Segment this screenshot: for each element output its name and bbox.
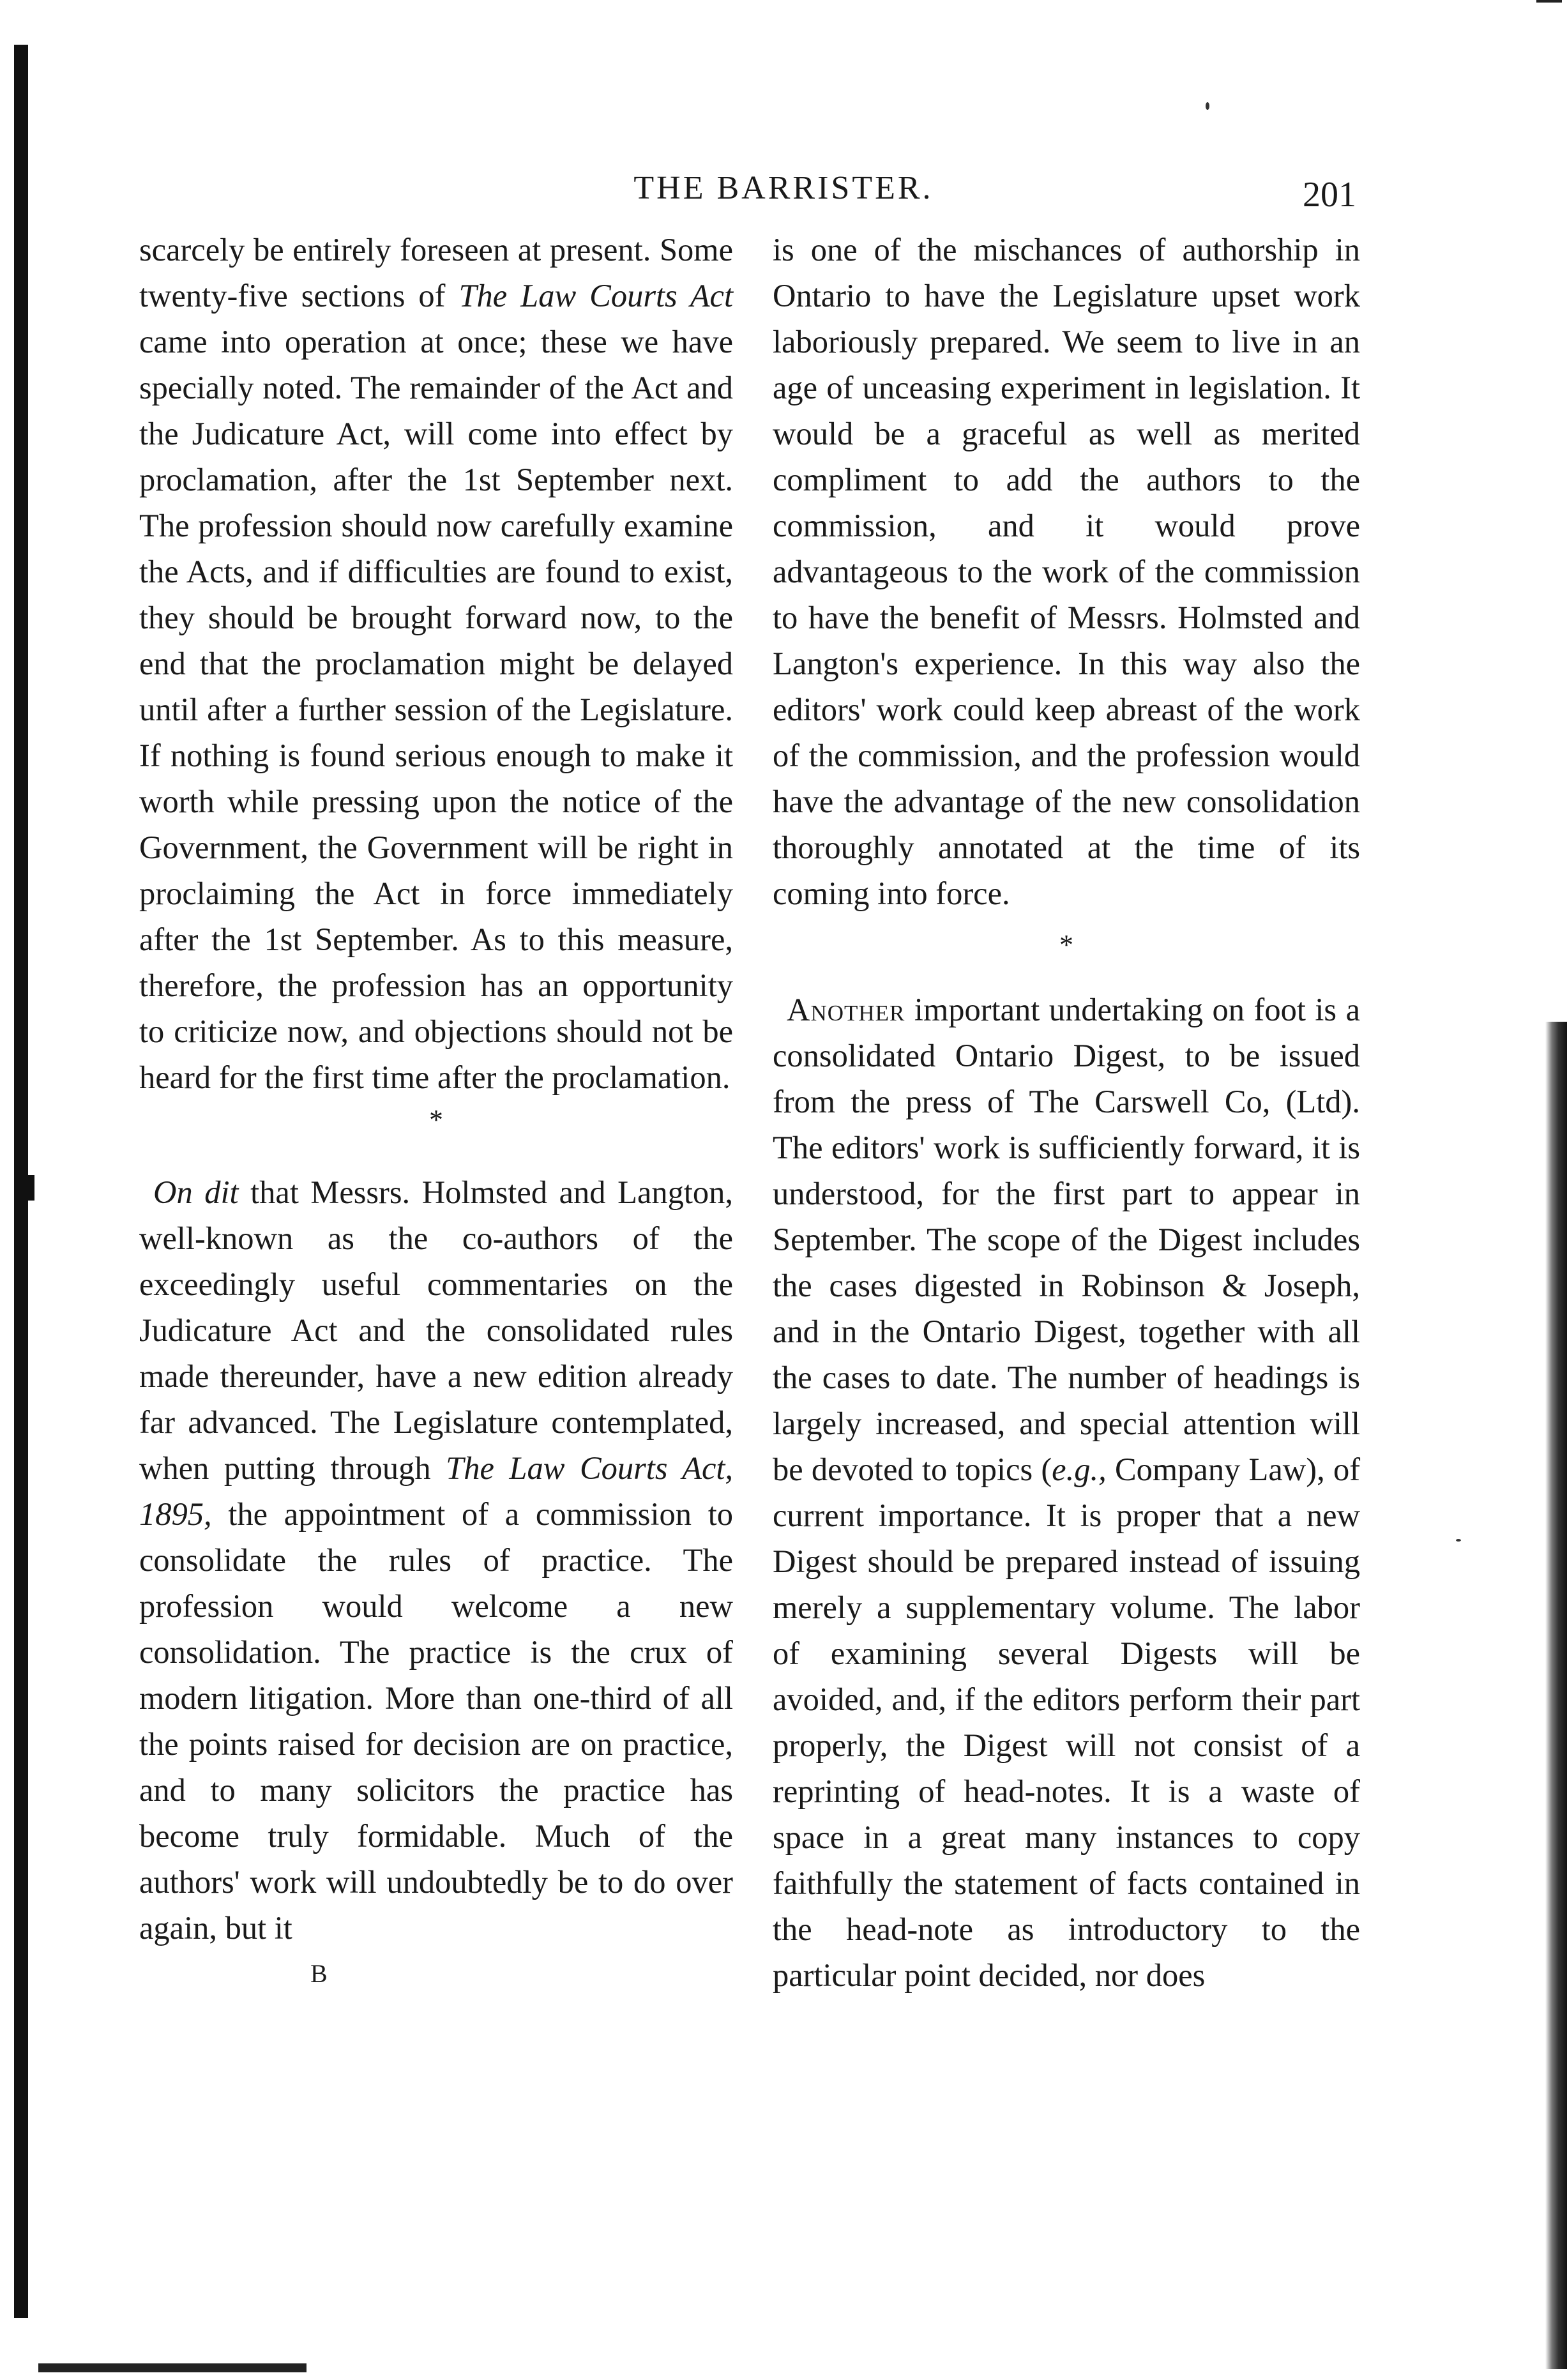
right-paragraph-continued [773,227,1360,916]
section-asterism: * [1059,929,1073,960]
right-column [773,227,1360,1998]
left-paragraph-continued [139,227,733,1100]
left-p2-italic-lead: On dit [153,1174,239,1210]
left-p1-italic-title: The Law Courts Act [458,278,733,314]
running-title: THE BARRISTER. [633,170,934,206]
right-p1-text: is one of the mischances of authorship in Ontario to have the Legislature upset work laboriously prepared. We seem to live in an age of unceasing experiment in legislation. It would be a graceful as well as merited compliment to add the authors to the commission, and it would prove advantageous to the work of the commission to have the benefit of Messrs. Holmsted and Langton's experience. In this way also the editors' work could keep abreast of the work of the commission, and the profession would have the advantage of the new consolidation thoroughly annotated at the time of its coming into force. [773,232,1360,911]
left-p1-rest: came into operation at once; these we have specially noted. The remainder of the Act and the Judicature Act, will come into effect by proclamation, after the 1st September next. The profession should now carefully examine the Acts, and if difficulties are found to exist, they should be brought forward now, to the end that the proclamation might be delayed until after a further session of the Legislature. If nothing is found serious enough to make it worth while pressing upon the notice of the Government, the Government will be right in proclaiming the Act in force immediately after the 1st September. As to this measure, therefore, the profession has an opportunity to criticize now, and objections should not be heard for the first time after the proclamation. [139,324,733,1095]
left-column [139,227,733,1993]
scan-edge-notch [26,1175,34,1201]
page-number: 201 [1303,175,1356,215]
right-p2-part2: Company Law), of current importance. It is proper that a new Digest should be prepared instead of issuing merely a supplementary volume. The labor of examining several Digests will be avoided, and, if the editors perform their part properly, the Digest will not consist of a reprinting of head-notes. It is a waste of space in a great many instances to copy faithfully the statement of facts contained in the head-note as introductory to the particular point decided, nor does [773,1451,1361,1993]
right-p2-smallcaps-lead: Another [787,992,905,1027]
left-p2-part2: the appointment of a commission to consolidate the rules of practice. The profession would welcome a new consolidation. The practice is the crux of modern litigation. More than one-third of all the points raised for decision are on practice, and to many solicitors the practice has become truly formidable. Much of the authors' work will undoubtedly be to do over again, but it [139,1496,734,1946]
scan-edge-bottom [38,2363,307,2372]
right-p2-italic-eg: e.g., [1052,1451,1107,1487]
scan-speck [1206,102,1209,110]
left-p1-text: scarcely be entirely foreseen at present. Some twenty-five sections of [139,232,733,314]
running-head [0,169,1567,220]
left-p2-italic-act: The Law Courts Act, 1895, [139,1450,734,1532]
left-p2-part1: that Messrs. Holmsted and Langton, well-known as the co-authors of the exceedingly useful commentaries on the Judicature Act and the consolidated rules made thereunder, have a new edition already far advanced. The Legislature contemplated, when putting through [139,1174,734,1486]
scan-edge-topright [1536,0,1562,3]
right-paragraph-digest [773,987,1360,1998]
scan-edge-right [1545,1022,1567,2369]
signature-mark: B [310,1959,328,1988]
scan-speck [1456,1539,1461,1542]
right-p2-part1: important undertaking on foot is a consolidated Ontario Digest, to be issued from the press of The Carswell Co, (Ltd). The editors' work is sufficiently forward, it is understood, for the first part to appear in September. The scope of the Digest includes the cases digested in Robinson & Joseph, and in the Ontario Digest, together with all the cases to date. The number of headings is largely increased, and special attention will be devoted to topics ( [773,992,1360,1487]
section-asterism: * [429,1104,443,1135]
left-paragraph-on-dit [139,1169,733,1951]
